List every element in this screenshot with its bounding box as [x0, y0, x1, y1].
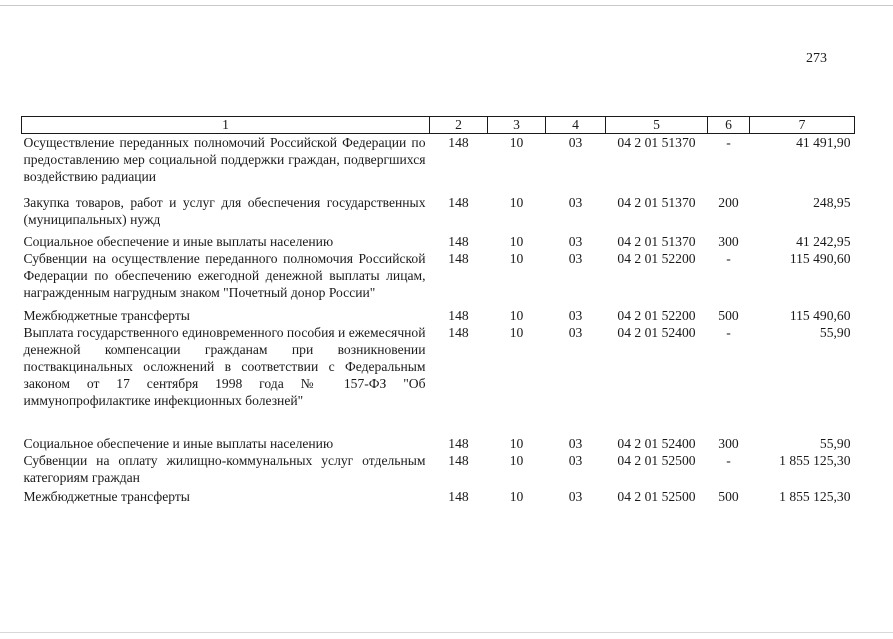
row-description: Субвенции на оплату жилищно-коммунальных услуг отдельным категориям граждан — [23, 453, 426, 485]
row-amount: 55,90 — [819, 436, 851, 451]
row-subsection: 03 — [568, 436, 583, 451]
row-section: 10 — [509, 325, 524, 340]
row-expense-type: - — [726, 325, 731, 340]
row-subsection: 03 — [568, 135, 583, 150]
row-expense-type: 300 — [718, 234, 739, 249]
table-row — [22, 231, 855, 250]
row-subsection: 03 — [568, 308, 583, 323]
column-header: 2 — [430, 117, 488, 134]
row-target-article: 04 2 01 51370 — [617, 195, 696, 210]
row-code-ministry: 148 — [448, 308, 469, 323]
row-section: 10 — [509, 453, 524, 468]
row-target-article: 04 2 01 51370 — [617, 135, 696, 150]
row-code-ministry: 148 — [448, 453, 469, 468]
row-section: 10 — [509, 489, 524, 504]
table-row — [22, 134, 855, 195]
row-description: Субвенции на осуществление переданного полномочия Российской Федерации по обеспечению ежегодной денежной выплаты лицам, награжденным нагрудным знаком "Почетный донор России" — [23, 251, 426, 300]
column-header: 1 — [22, 117, 430, 134]
row-section: 10 — [509, 135, 524, 150]
row-expense-type: - — [726, 251, 731, 266]
row-section: 10 — [509, 195, 524, 210]
column-header: 5 — [606, 117, 708, 134]
header-row — [22, 117, 855, 134]
row-amount: 55,90 — [819, 325, 851, 340]
column-header: 4 — [546, 117, 606, 134]
row-code-ministry: 148 — [448, 436, 469, 451]
table-row — [22, 452, 855, 488]
table-row — [22, 435, 855, 452]
row-expense-type: 500 — [718, 489, 739, 504]
row-expense-type: - — [726, 453, 731, 468]
row-amount: 41 242,95 — [796, 234, 851, 249]
column-header: 6 — [708, 117, 750, 134]
row-target-article: 04 2 01 51370 — [617, 234, 696, 249]
row-target-article: 04 2 01 52500 — [617, 453, 696, 468]
budget-table — [21, 116, 855, 505]
row-description: Межбюджетные трансферты — [23, 308, 190, 323]
row-description: Социальное обеспечение и иные выплаты населению — [23, 234, 334, 249]
row-code-ministry: 148 — [448, 135, 469, 150]
row-section: 10 — [509, 234, 524, 249]
table-row — [22, 194, 855, 231]
row-subsection: 03 — [568, 453, 583, 468]
row-subsection: 03 — [568, 251, 583, 266]
row-target-article: 04 2 01 52200 — [617, 251, 696, 266]
row-description: Закупка товаров, работ и услуг для обеспечения государственных (муниципальных) нужд — [23, 195, 426, 227]
table-row — [22, 488, 855, 505]
row-target-article: 04 2 01 52400 — [617, 436, 696, 451]
scan-edge-top — [0, 5, 893, 6]
row-subsection: 03 — [568, 234, 583, 249]
table-row — [22, 250, 855, 305]
row-code-ministry: 148 — [448, 195, 469, 210]
row-code-ministry: 148 — [448, 251, 469, 266]
row-subsection: 03 — [568, 325, 583, 340]
row-code-ministry: 148 — [448, 234, 469, 249]
table-row — [22, 305, 855, 324]
column-header: 3 — [488, 117, 546, 134]
row-expense-type: - — [726, 135, 731, 150]
row-amount: 1 855 125,30 — [779, 489, 851, 504]
row-expense-type: 300 — [718, 436, 739, 451]
row-description: Межбюджетные трансферты — [23, 489, 190, 504]
row-description: Выплата государственного единовременного пособия и ежемесячной денежной компенсации гражданам при возникновении поствакцинальных осложнений в соответствии с Федеральным законом от 17 сентября 1998 года № 157-ФЗ "Об иммунопрофилактике инфекционных болезней" — [23, 325, 426, 408]
column-header: 7 — [750, 117, 855, 134]
row-code-ministry: 148 — [448, 489, 469, 504]
row-section: 10 — [509, 436, 524, 451]
page-number: 273 — [806, 51, 827, 66]
row-amount: 115 490,60 — [789, 251, 851, 266]
row-target-article: 04 2 01 52200 — [617, 308, 696, 323]
row-amount: 248,95 — [813, 195, 851, 210]
row-expense-type: 500 — [718, 308, 739, 323]
row-amount: 1 855 125,30 — [779, 453, 851, 468]
row-target-article: 04 2 01 52400 — [617, 325, 696, 340]
row-target-article: 04 2 01 52500 — [617, 489, 696, 504]
row-amount: 41 491,90 — [796, 135, 851, 150]
row-subsection: 03 — [568, 489, 583, 504]
row-section: 10 — [509, 251, 524, 266]
row-code-ministry: 148 — [448, 325, 469, 340]
table-row — [22, 324, 855, 435]
row-description: Осуществление переданных полномочий Российской Федерации по предоставлению мер социальной поддержки граждан, подвергшихся воздействию радиации — [23, 135, 426, 184]
scan-edge-bottom — [0, 632, 893, 633]
row-subsection: 03 — [568, 195, 583, 210]
row-description: Социальное обеспечение и иные выплаты населению — [23, 436, 334, 451]
row-expense-type: 200 — [718, 195, 739, 210]
row-section: 10 — [509, 308, 524, 323]
row-amount: 115 490,60 — [789, 308, 851, 323]
